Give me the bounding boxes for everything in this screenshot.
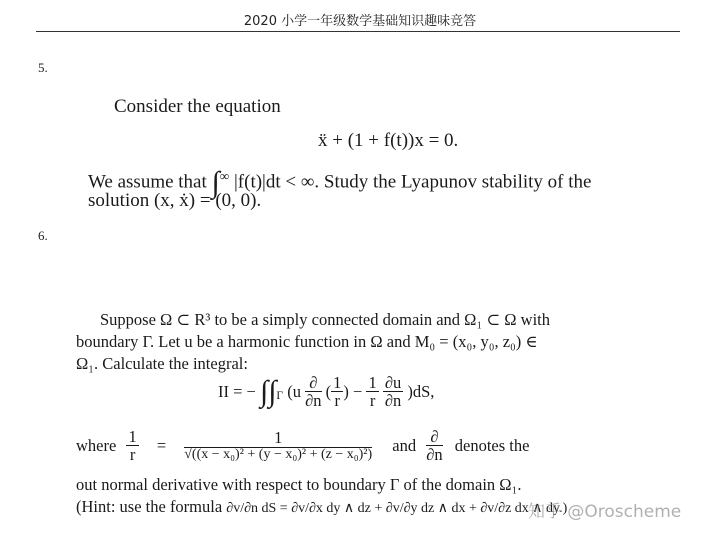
normal-den: ∂n <box>426 445 443 465</box>
problem-6-integral: II = − $\int\int_\Gamma$ (u $\frac{\partial}{\partial n}$ ( $\frac{1}{r}$ ) − $\frac{1}{r}$ $\frac{\partial u}{\partial n}$ )dS, <box>218 373 435 411</box>
problem-5-equation: ẍ + (1 + f(t))x = 0. <box>318 130 459 151</box>
dn-den: ∂n <box>384 391 402 411</box>
equals-sign: = <box>156 435 167 455</box>
problem-6-line-3: Ω₁. Calculate the integral: <box>76 354 248 373</box>
where-fraction <box>126 428 138 464</box>
distance-den: √((x − x₀)² + (y − x₀)² + (z − x₀)²) <box>184 446 373 462</box>
problem-6-number: 6. <box>38 228 48 243</box>
problem-5-intro: Consider the equation <box>114 96 281 117</box>
boundary-subscript: Γ <box>276 390 284 403</box>
assume-prefix: We assume that <box>88 171 207 193</box>
problem-6-hint-line <box>76 497 567 517</box>
normal-derivative-fraction <box>426 428 442 464</box>
partial-den: ∂n <box>305 391 322 411</box>
hint-prefix: (Hint: use the formula <box>76 497 223 516</box>
where-word: where <box>76 435 117 455</box>
coef-num: 1 <box>368 373 377 392</box>
one-over-r-num: 1 <box>333 373 342 392</box>
integrand: |f(t)|dt < ∞. <box>233 171 320 193</box>
du-dn-fraction <box>383 374 403 410</box>
distance-fraction <box>184 429 372 462</box>
problem-6-normal-line: out normal derivative with respect to boundary Γ of the domain Ω₁. <box>76 475 522 494</box>
one-over-r-fraction <box>331 374 343 410</box>
problem-5-number: 5. <box>38 60 48 75</box>
page-header: 2020 小学一年级数学基础知识趣味竞答 <box>243 14 477 29</box>
integral-sign: ∫ <box>211 166 220 199</box>
partial-fraction <box>305 374 321 410</box>
problem-6-line-2: boundary Γ. Let u be a harmonic function in Ω and M₀ = (x₀, y₀, z₀) ∈ <box>76 332 538 351</box>
problem-6-where-line <box>76 428 529 474</box>
coef-den: r <box>369 391 376 411</box>
term-close: )dS, <box>407 381 435 401</box>
and-word: and <box>392 435 417 455</box>
denotes-phrase: denotes the <box>454 435 530 455</box>
problem-6-line-1: Suppose Ω ⊂ R³ to be a simply connected domain and Ω₁ ⊂ Ω with <box>100 310 550 329</box>
hint-formula: ∂v/∂n dS = ∂v/∂x dy ∧ dz + ∂v/∂y dz ∧ dx + ∂v/∂z dx ∧ dy.) <box>226 501 568 516</box>
partial-num: ∂ <box>305 374 321 392</box>
where-num: 1 <box>128 427 137 446</box>
term-open: (u <box>287 381 301 401</box>
header-rule <box>36 31 680 32</box>
distance-num: 1 <box>184 429 372 447</box>
minus-sign: − <box>353 381 363 401</box>
integral-upper-limit: ∞ <box>219 168 230 184</box>
du-num: ∂u <box>384 373 402 392</box>
double-integral-sign: ∫∫ <box>259 374 277 408</box>
coef-fraction <box>366 374 378 410</box>
where-den: r <box>129 445 136 465</box>
watermark: 知乎 @Oroscheme <box>528 502 682 522</box>
integral-lhs: II = − <box>218 381 256 401</box>
one-over-r-den: r <box>334 391 341 411</box>
assume-suffix: Study the Lyapunov stability of the <box>323 171 592 193</box>
normal-num: ∂ <box>426 428 442 446</box>
problem-5-solution: solution (x, ẋ) = (0, 0). <box>88 190 262 211</box>
